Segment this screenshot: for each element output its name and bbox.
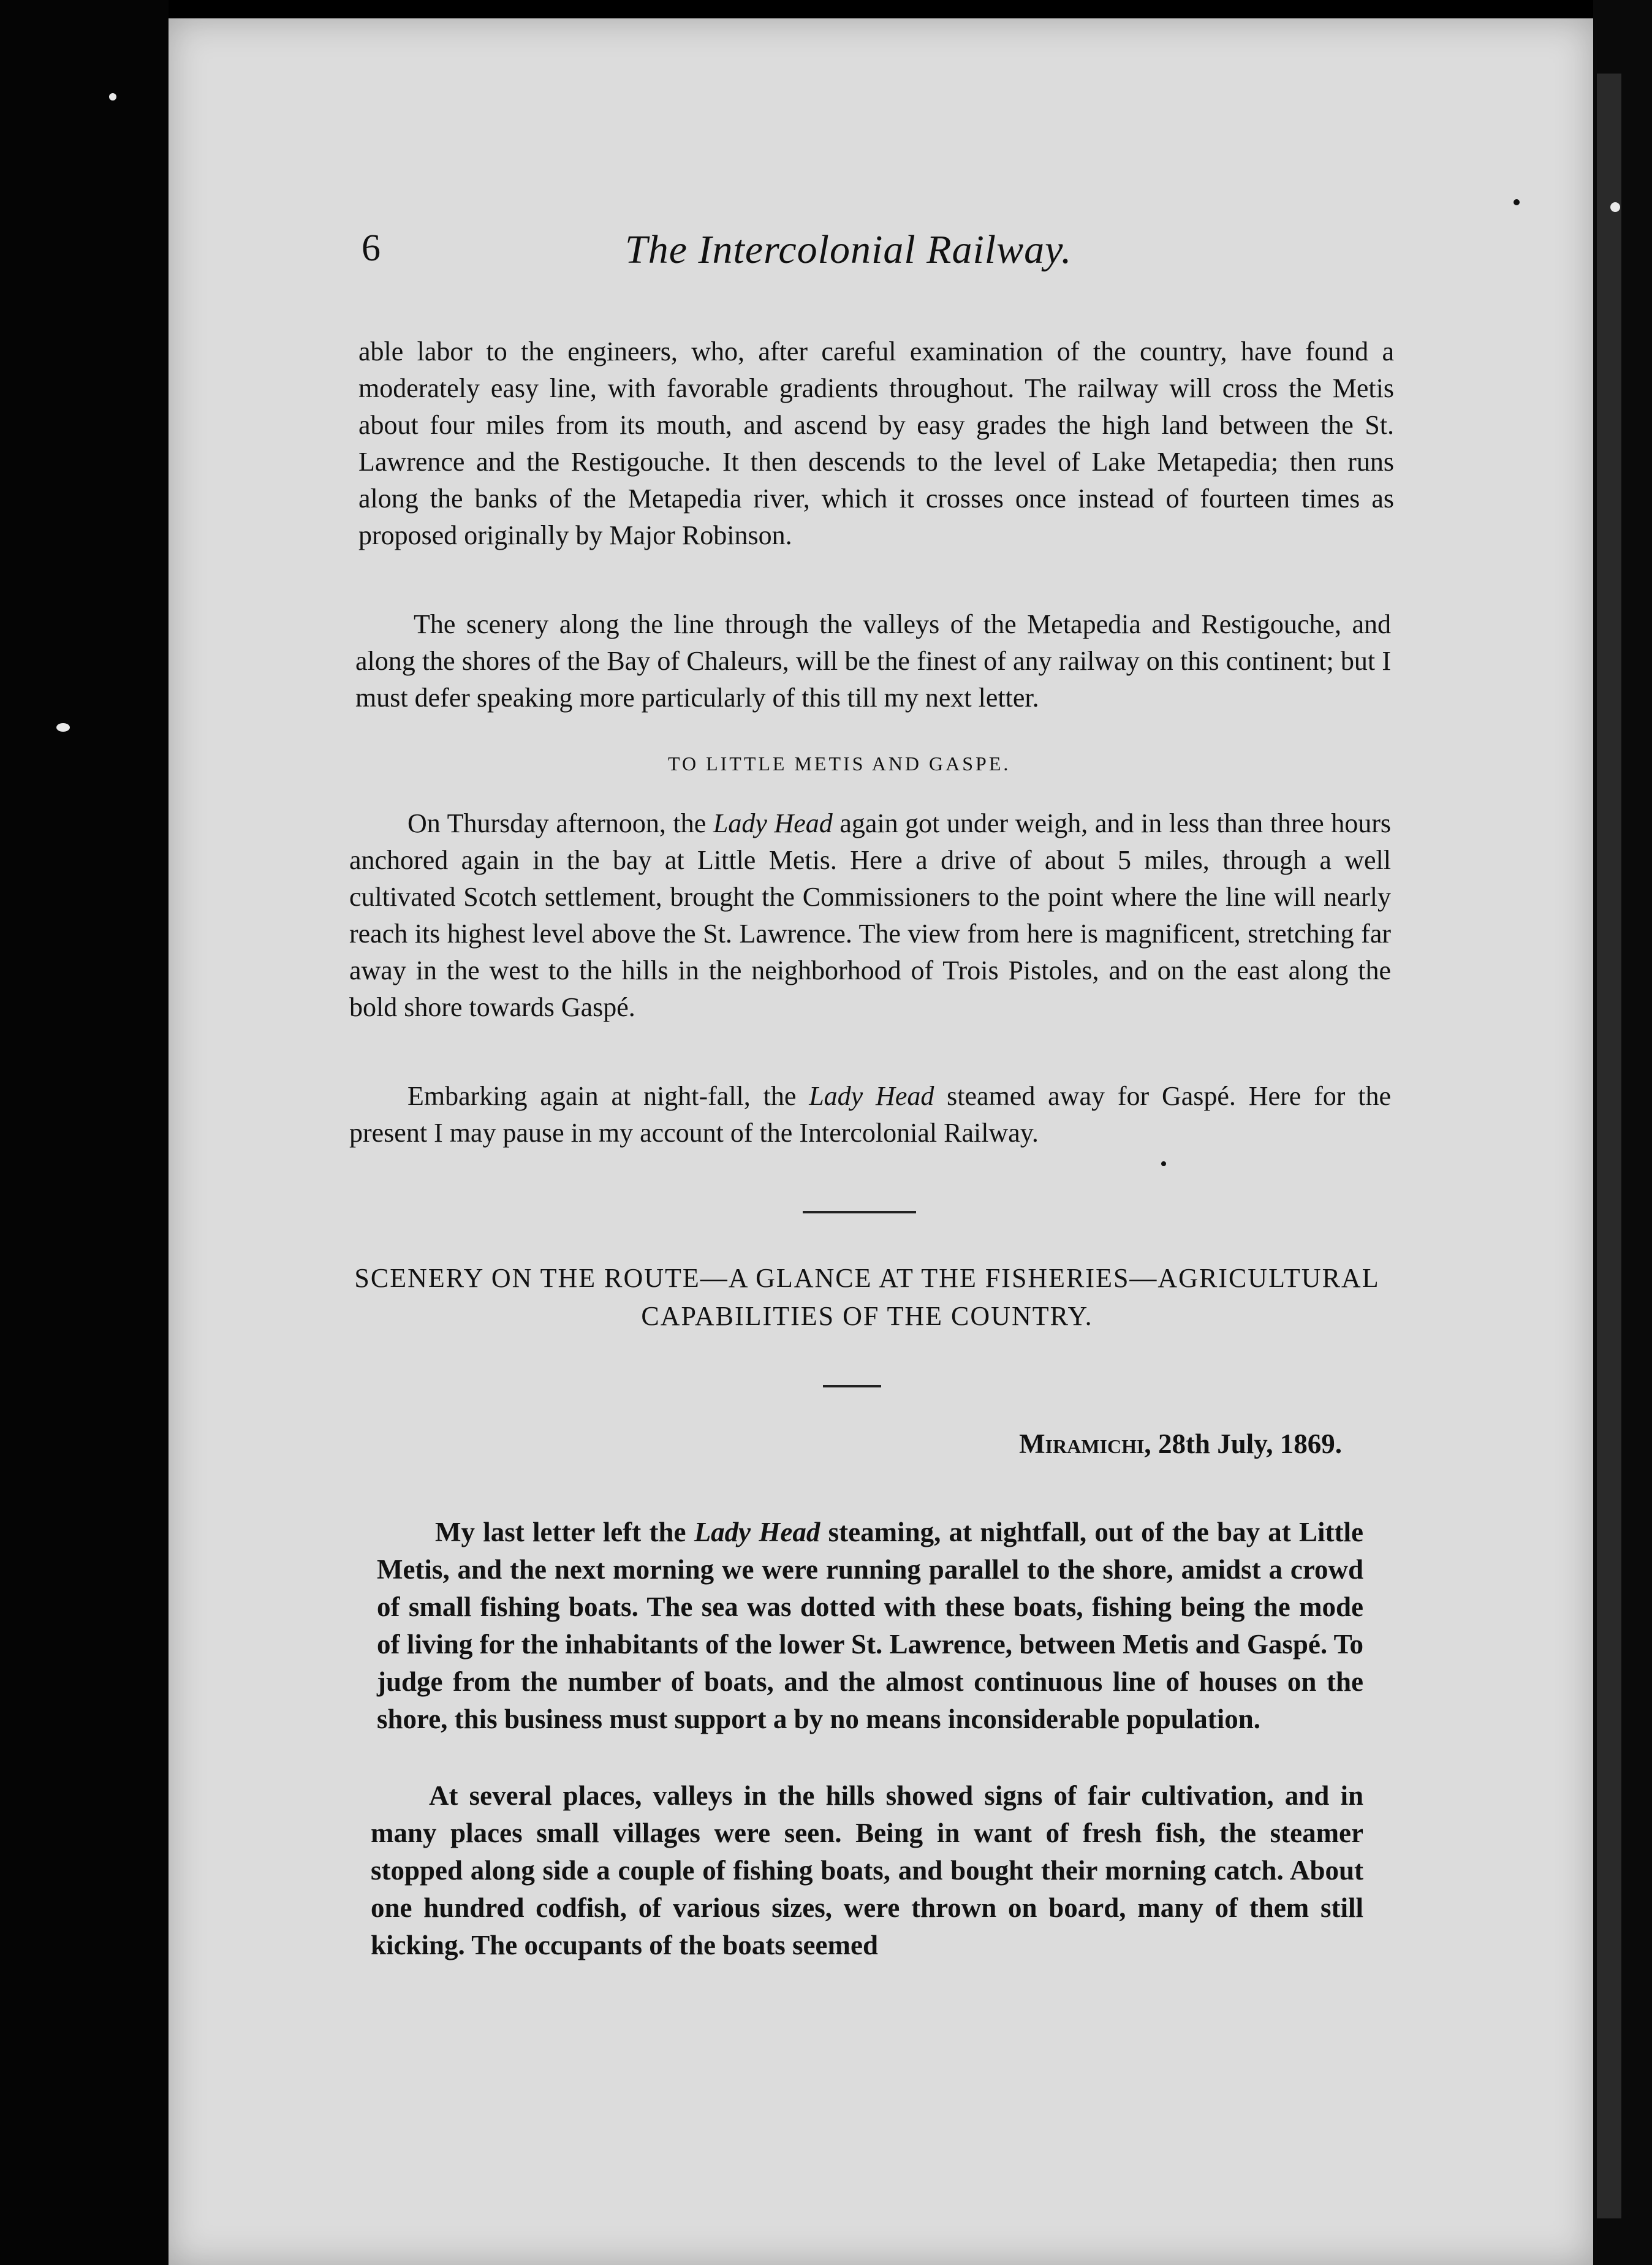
scan-left-margin xyxy=(0,0,169,2265)
section-heading: TO LITTLE METIS AND GASPE. xyxy=(668,753,1011,775)
text-run: On Thursday afternoon, the xyxy=(407,808,713,838)
text-run: My last letter left the xyxy=(435,1517,694,1547)
adjacent-page-edge xyxy=(1597,74,1621,2218)
scan-speck xyxy=(1610,202,1620,212)
text-run: steamed away for Gaspé. Here for the present I may pause in my account of the Intercolonial Railway. xyxy=(349,1081,1391,1148)
text-run: again got under weigh, and in less than three hours anchored again in the bay at Little Metis. Here a drive of about 5 miles, through a well cultivated Scotch settlement, brought the Commissioners to the point where the line will nearly reach its highest level above the St. Lawrence. The view from here is magnificent, stretching far away in the west to the hills in the neighborhood of Trois Pistoles, and on the east along the bold shore towards Gaspé. xyxy=(349,808,1391,1022)
text-run: Embarking again at night-fall, the xyxy=(407,1081,809,1111)
text-run: steaming, at nightfall, out of the bay at Little Metis, and the next morning we were running parallel to the shore, amidst a crowd of small fishing boats. The sea was dotted with these boats, fishing being the mode of living for the inhabitants of the lower St. Lawrence, between Metis and Gaspé. To judge from the number of boats, and the almost continuous line of houses on the shore, this business must support a by no means inconsiderable population. xyxy=(377,1517,1364,1734)
scan-speck xyxy=(1514,199,1520,205)
running-title: The Intercolonial Railway. xyxy=(625,227,1072,272)
paragraph: At several places, valleys in the hills showed signs of fair cultivation, and in many places small villages were seen. Being in want of fresh fish, the steamer stopped along side a couple of fishing boats, and bought their morning catch. About one hundred codfish, of various sizes, were thrown on board, many of them still kicking. The occupants of the boats seemed xyxy=(371,1780,1363,1960)
letter-heading: SCENERY ON THE ROUTE—A GLANCE AT THE FISHERIES—AGRICULTURAL CAPABILITIES OF THE COUNTRY. xyxy=(354,1263,1380,1331)
running-header xyxy=(362,227,1403,288)
scan-speck xyxy=(109,93,116,101)
paragraph xyxy=(377,1514,1363,1738)
divider-rule xyxy=(803,1211,916,1213)
paragraph xyxy=(349,1078,1391,1151)
dateline-place: Miramichi, xyxy=(1019,1428,1151,1459)
ship-name: Lady Head xyxy=(809,1081,934,1111)
dateline xyxy=(944,1428,1342,1460)
scan-speck xyxy=(56,723,70,732)
ship-name: Lady Head xyxy=(713,808,833,838)
divider-rule xyxy=(823,1385,881,1387)
paragraph xyxy=(349,805,1391,1026)
ship-name: Lady Head xyxy=(694,1517,820,1547)
scan-speck xyxy=(1161,1161,1166,1166)
paragraph: able labor to the engineers, who, after careful examination of the country, have found a moderately easy line, with favorable gradients throughout. The railway will cross the Metis about four miles from its mouth, and ascend by easy grades the high land between the St. Lawrence and the Restigouche. It then descends to the level of Lake Metapedia; then runs along the banks of the Metapedia river, which it crosses once instead of fourteen times as proposed originally by Major Robinson. xyxy=(358,336,1394,550)
dateline-date: 28th July, 1869. xyxy=(1151,1428,1342,1459)
page-number: 6 xyxy=(362,227,381,269)
paragraph: The scenery along the line through the valleys of the Metapedia and Restigouche, and along the shores of the Bay of Chaleurs, will be the finest of any railway on this continent; but I must defer speaking more particularly of this till my next letter. xyxy=(355,609,1391,713)
